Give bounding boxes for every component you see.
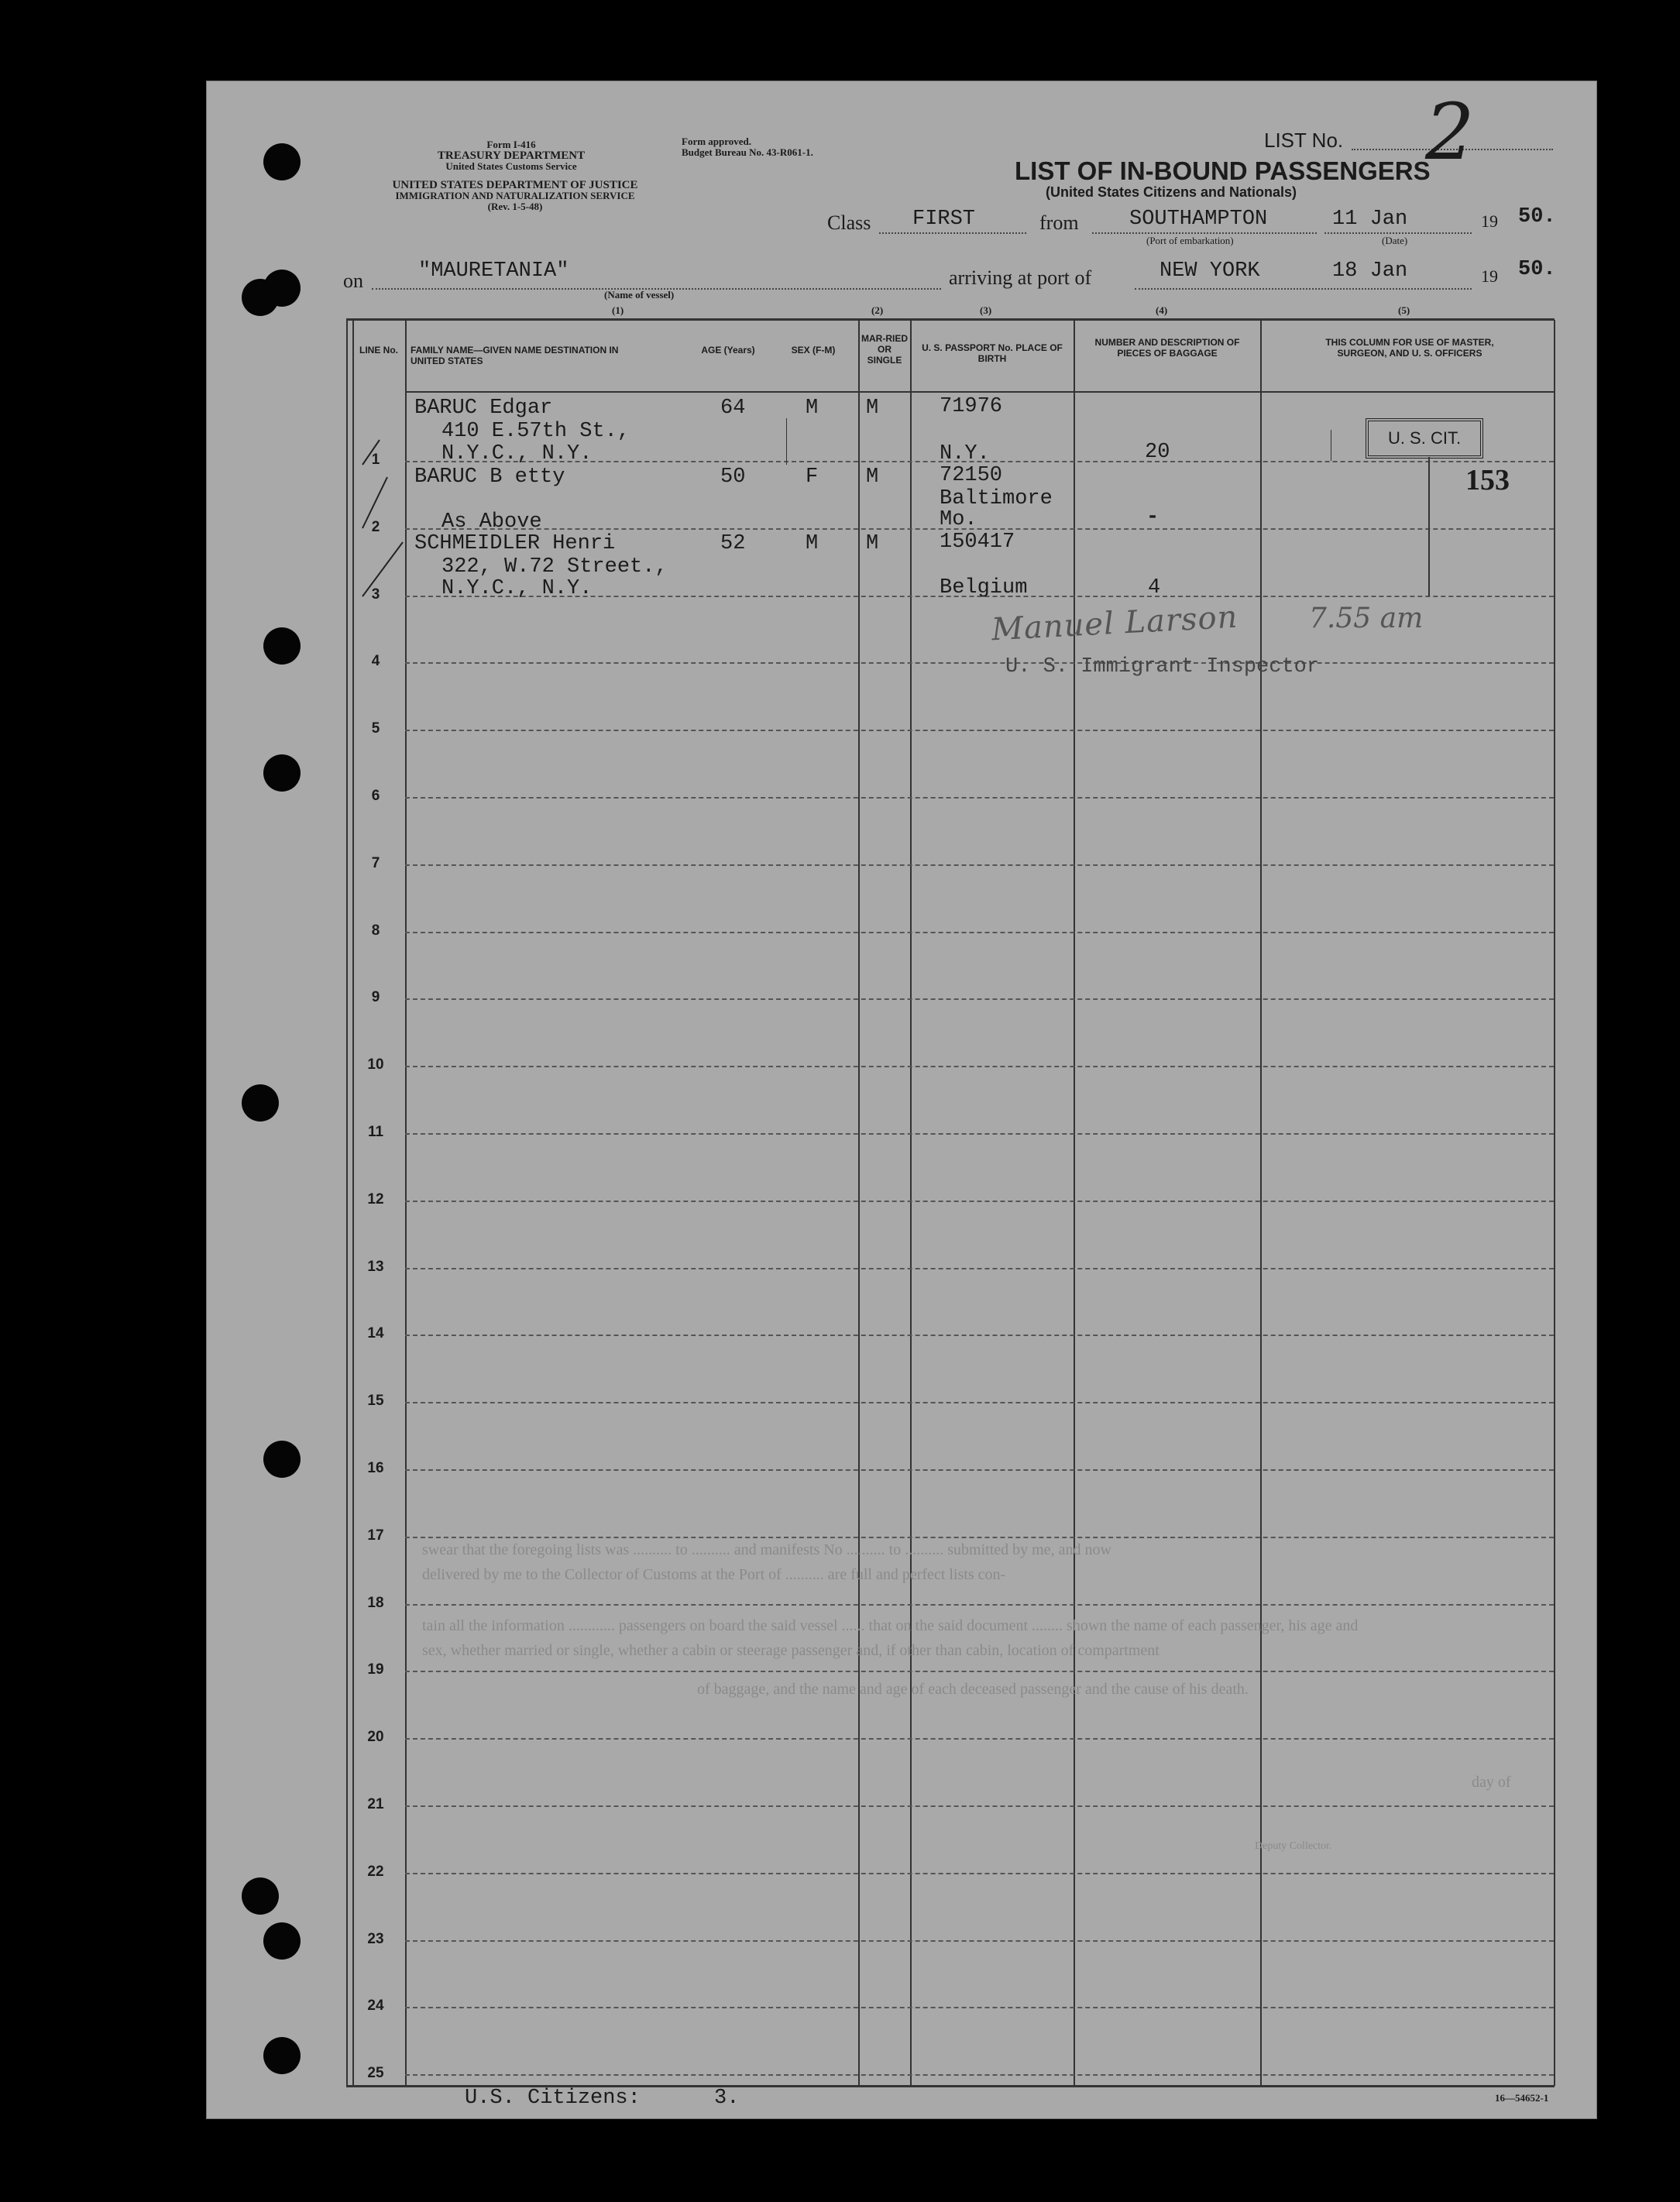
col-header-married: MAR-RIED OR SINGLE bbox=[861, 333, 908, 366]
passenger-address: As Above bbox=[441, 510, 542, 534]
col-divider bbox=[346, 320, 348, 2086]
page-subtitle: (United States Citizens and Nationals) bbox=[1046, 184, 1297, 200]
class-value: FIRST bbox=[912, 208, 976, 231]
passenger-address: 410 E.57th St., bbox=[441, 420, 630, 443]
check-mark bbox=[362, 542, 403, 596]
row-line bbox=[405, 1201, 1554, 1202]
stamp-number: 153 bbox=[1465, 464, 1510, 496]
col-divider bbox=[1260, 320, 1262, 2086]
punch-hole bbox=[263, 627, 301, 665]
port-of-embarkation: SOUTHAMPTON bbox=[1129, 208, 1268, 231]
row-line bbox=[405, 932, 1554, 933]
faint-oath-line: swear that the foregoing lists was .......... to .......... and manifests No .......... to .......... submitted by me, and now bbox=[422, 1541, 1111, 1558]
inspector-signature: Manuel Larson bbox=[991, 599, 1239, 648]
passenger-birthplace: Belgium bbox=[940, 576, 1028, 599]
punch-hole bbox=[263, 2037, 301, 2074]
vessel-caption: (Name of vessel) bbox=[604, 289, 675, 301]
year-prefix: 19 bbox=[1481, 211, 1498, 231]
faint-oath-line: of baggage, and the name and age of each deceased passenger and the cause of his death. bbox=[697, 1681, 1249, 1698]
footer-citizens-count: 3. bbox=[714, 2087, 740, 2110]
signature-time: 7.55 am bbox=[1309, 603, 1424, 634]
passenger-married: M bbox=[866, 532, 879, 555]
row-line bbox=[405, 1133, 1554, 1135]
port-caption: (Port of embarkation) bbox=[1146, 235, 1234, 246]
col-header-sex: SEX (F-M) bbox=[791, 345, 836, 356]
row-line bbox=[405, 2007, 1554, 2008]
row-line bbox=[405, 1335, 1554, 1336]
punch-hole bbox=[242, 1877, 279, 1915]
row-line bbox=[405, 528, 1554, 530]
line-number: 6 bbox=[371, 788, 380, 804]
line-number: 5 bbox=[371, 720, 380, 737]
check-mark bbox=[362, 440, 380, 465]
passenger-sex: M bbox=[806, 532, 819, 555]
line-number: 15 bbox=[367, 1393, 384, 1410]
passenger-baggage: 20 bbox=[1145, 441, 1170, 464]
col-header-baggage: NUMBER AND DESCRIPTION OF PIECES OF BAGGAGE bbox=[1094, 337, 1240, 359]
passenger-sex: M bbox=[806, 397, 819, 420]
passenger-name: SCHMEIDLER Henri bbox=[414, 532, 616, 555]
footer-citizens-label: U.S. Citizens: bbox=[465, 2087, 641, 2110]
passenger-birthplace: Baltimore bbox=[940, 487, 1053, 510]
list-no-value: 2 bbox=[1425, 87, 1475, 177]
footer-code: 16—54652-1 bbox=[1495, 2092, 1549, 2104]
embarkation-date: 11 Jan bbox=[1332, 208, 1408, 231]
line-number: 8 bbox=[371, 922, 380, 939]
line-number: 16 bbox=[367, 1460, 384, 1476]
embarkation-year: 50. bbox=[1518, 205, 1556, 228]
passenger-address: N.Y.C., N.Y. bbox=[441, 442, 593, 465]
us-cit-stamp: U. S. CIT. bbox=[1366, 418, 1483, 459]
col-header-line-no: LINE No. bbox=[359, 345, 398, 356]
line-number: 14 bbox=[367, 1325, 384, 1342]
col-num-3: (3) bbox=[980, 304, 992, 316]
passenger-passport: 72150 bbox=[940, 464, 1003, 487]
line-number: 9 bbox=[371, 989, 380, 1006]
col-divider bbox=[910, 320, 912, 2086]
col-divider bbox=[1554, 320, 1555, 2086]
line-number: 25 bbox=[367, 2065, 384, 2082]
faint-oath-line: sex, whether married or single, whether a cabin or steerage passenger and, if other than cabin, location of compartment bbox=[422, 1642, 1160, 1659]
passenger-age: 52 bbox=[720, 532, 746, 555]
line-number: 17 bbox=[367, 1527, 384, 1544]
row-line bbox=[405, 998, 1554, 1000]
col-header-name: FAMILY NAME—GIVEN NAME DESTINATION IN UNITED STATES bbox=[411, 345, 619, 366]
date-caption: (Date) bbox=[1382, 235, 1408, 246]
punch-hole bbox=[263, 754, 301, 792]
passenger-passport: 71976 bbox=[940, 395, 1003, 418]
line-number: 18 bbox=[367, 1594, 384, 1611]
row-line bbox=[405, 1940, 1554, 1942]
col-divider bbox=[858, 320, 860, 2086]
row-line bbox=[405, 1604, 1554, 1606]
col-divider bbox=[352, 320, 354, 2086]
line-number: 4 bbox=[371, 653, 380, 670]
faint-deputy: Deputy Collector. bbox=[1255, 1840, 1332, 1852]
passenger-passport: 150417 bbox=[940, 531, 1015, 554]
col-header-age: AGE (Years) bbox=[701, 345, 755, 356]
line-number: 20 bbox=[367, 1729, 384, 1746]
punch-hole bbox=[263, 270, 301, 307]
on-label: on bbox=[343, 270, 363, 292]
col-divider bbox=[1074, 320, 1075, 2086]
line-number: 24 bbox=[367, 1998, 384, 2015]
passenger-address: 322, W.72 Street., bbox=[441, 555, 668, 579]
form-header-left: Form I-416 TREASURY DEPARTMENT United States Customs Service bbox=[437, 139, 586, 172]
passenger-age: 50 bbox=[720, 465, 746, 489]
line-number: 19 bbox=[367, 1661, 384, 1678]
col-header-officers: THIS COLUMN FOR USE OF MASTER, SURGEON, AND U. S. OFFICERS bbox=[1325, 337, 1494, 359]
row-line bbox=[405, 1671, 1554, 1672]
passenger-age: 64 bbox=[720, 397, 746, 420]
passenger-baggage: 4 bbox=[1148, 576, 1161, 599]
punch-hole bbox=[263, 143, 301, 180]
row-line bbox=[405, 1738, 1554, 1740]
page-title: LIST OF IN-BOUND PASSENGERS bbox=[1015, 156, 1431, 185]
faint-oath-line: delivered by me to the Collector of Customs at the Port of .......... are full and perfect lists con- bbox=[422, 1566, 1006, 1583]
line-number: 3 bbox=[371, 586, 380, 603]
punch-hole bbox=[263, 1441, 301, 1478]
row-line bbox=[405, 1402, 1554, 1403]
line-number: 10 bbox=[367, 1056, 384, 1074]
vessel-name: "MAURETANIA" bbox=[418, 259, 569, 283]
passenger-name: BARUC Edgar bbox=[414, 397, 553, 420]
row-line bbox=[405, 1066, 1554, 1067]
stamp-line bbox=[1428, 457, 1430, 596]
faint-oath-line: tain all the information ............ passengers on board the said vessel ...... that on the said document ........ shown the name of each passenger, his age and bbox=[422, 1617, 1359, 1634]
inspector-caption: U. S. Immigrant Inspector bbox=[1005, 655, 1320, 678]
class-label: Class bbox=[827, 211, 871, 234]
faint-day-of: day of bbox=[1472, 1774, 1511, 1791]
col-num-4: (4) bbox=[1156, 304, 1168, 316]
row-line bbox=[405, 1537, 1554, 1538]
passenger-baggage: - bbox=[1146, 506, 1160, 529]
col-num-1: (1) bbox=[612, 304, 624, 316]
arrival-date: 18 Jan bbox=[1332, 259, 1408, 283]
row-line bbox=[405, 1873, 1554, 1874]
passenger-married: M bbox=[866, 397, 879, 420]
row-line bbox=[405, 1268, 1554, 1269]
row-line bbox=[405, 2074, 1554, 2076]
check-mark bbox=[362, 477, 387, 528]
line-number: 11 bbox=[367, 1124, 384, 1140]
line-number: 23 bbox=[367, 1930, 384, 1947]
table-top-border bbox=[346, 318, 1555, 321]
arrival-year-prefix: 19 bbox=[1481, 266, 1498, 286]
passenger-birthplace: N.Y. bbox=[940, 442, 990, 465]
line-number: 1 bbox=[371, 452, 380, 468]
passenger-sex: F bbox=[806, 465, 819, 489]
line-number: 22 bbox=[367, 1863, 384, 1880]
row-line bbox=[405, 730, 1554, 731]
line-number: 21 bbox=[367, 1796, 384, 1812]
line-number: 12 bbox=[367, 1190, 384, 1207]
form-header-justice: UNITED STATES DEPARTMENT OF JUSTICE IMMIGRATION AND NATURALIZATION SERVICE (Rev. 1-5-48) bbox=[392, 179, 638, 212]
form-approval: Form approved. Budget Bureau No. 43-R061-1. bbox=[682, 136, 813, 158]
passenger-name: BARUC B etty bbox=[414, 465, 565, 489]
row-line bbox=[405, 1805, 1554, 1807]
col-header-passport: U. S. PASSPORT No. PLACE OF BIRTH bbox=[922, 342, 1063, 364]
col-num-2: (2) bbox=[871, 304, 884, 316]
header-bottom-border bbox=[405, 391, 1554, 393]
row-line bbox=[405, 662, 1554, 664]
row-line bbox=[405, 797, 1554, 799]
list-no-label: LIST No. bbox=[1264, 129, 1344, 152]
from-label: from bbox=[1039, 211, 1079, 234]
line-number: 13 bbox=[367, 1258, 384, 1275]
check-marks bbox=[356, 403, 418, 604]
passenger-married: M bbox=[866, 465, 879, 489]
manifest-page bbox=[206, 81, 1597, 2119]
line-number: 7 bbox=[371, 854, 380, 871]
row-line bbox=[405, 1469, 1554, 1471]
passenger-birthplace: Mo. bbox=[940, 508, 977, 531]
row-line bbox=[405, 864, 1554, 866]
punch-hole bbox=[263, 1922, 301, 1960]
pen-mark bbox=[786, 418, 787, 465]
passenger-address: N.Y.C., N.Y. bbox=[441, 577, 593, 600]
line-number: 2 bbox=[371, 518, 380, 535]
arrival-year: 50. bbox=[1518, 258, 1556, 281]
arriving-label: arriving at port of bbox=[949, 266, 1092, 289]
arrival-port: NEW YORK bbox=[1160, 259, 1260, 283]
punch-hole bbox=[242, 1084, 279, 1122]
col-num-5: (5) bbox=[1398, 304, 1410, 316]
